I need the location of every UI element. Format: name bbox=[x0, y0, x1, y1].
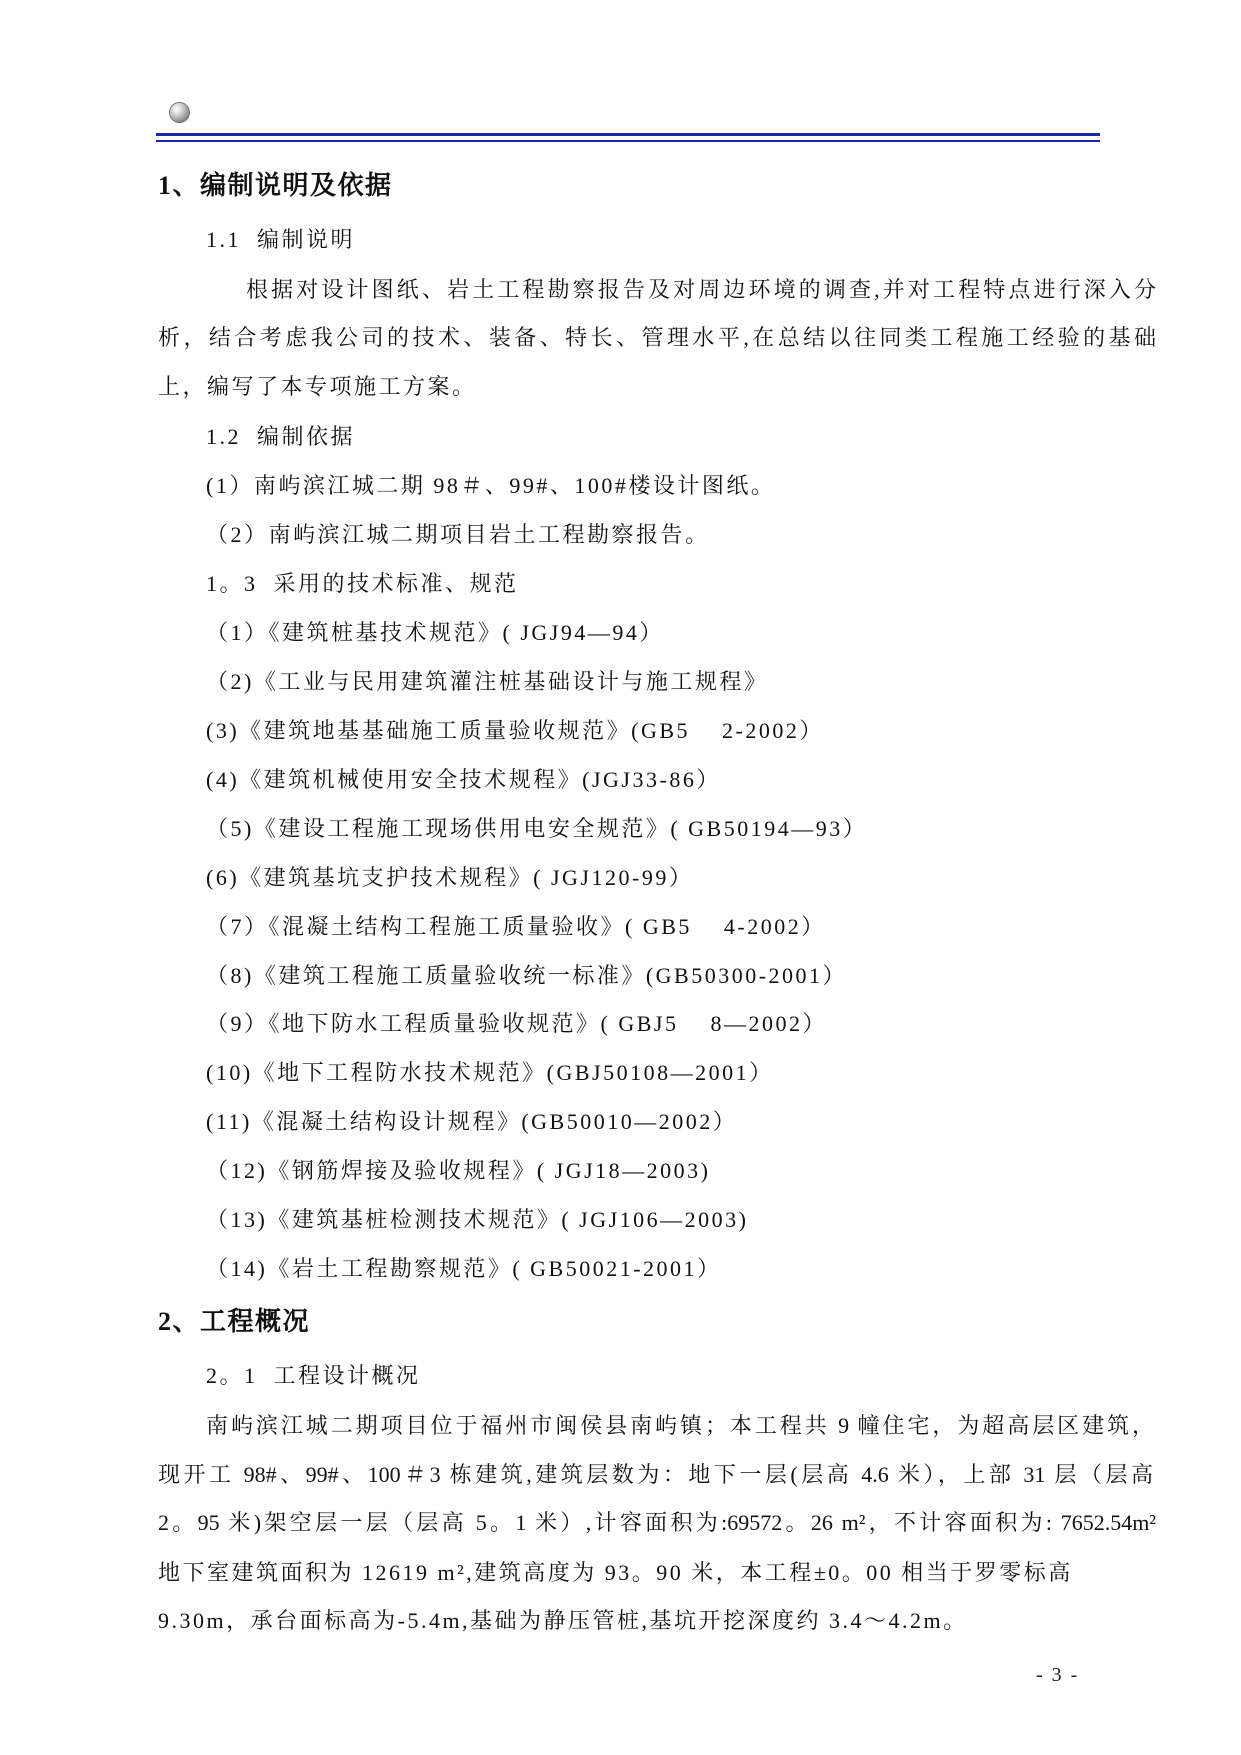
section-heading: 1、编制说明及依据 bbox=[158, 171, 393, 200]
paragraph-line: 地下室建筑面积为 12619 m²,建筑高度为 93。90 米，本工程±0。00 相当于罗零标高 bbox=[158, 1560, 1073, 1585]
paragraph-line: 9.30m，承台面标高为-5.4m,基础为静压管桩,基坑开挖深度约 3.4～4.2m。 bbox=[158, 1608, 968, 1633]
standard-list-item: （9）《地下防水工程质量验收规范》( GBJ5 8—2002） bbox=[206, 1011, 827, 1036]
paragraph-line: 2。95 米)架空层一层（层高 5。1 米）,计容面积为:69572。26 m²，不计容面积为: 7652.54m² bbox=[158, 1510, 1156, 1535]
standard-list-item: （8)《建筑工程施工质量验收统一标准》(GB50300-2001） bbox=[206, 963, 848, 988]
standard-list-item: (4)《建筑机械使用安全技术规程》(JGJ33-86） bbox=[206, 767, 721, 792]
bullet-sphere-icon bbox=[170, 103, 189, 122]
header-rule-thick bbox=[156, 133, 1100, 136]
paragraph-line: 现开工 98#、99#、100＃3 栋建筑,建筑层数为：地下一层(层高 4.6 米），上部 31 层（层高 bbox=[158, 1462, 1153, 1487]
subsection-title: 1.1 编制说明 bbox=[206, 227, 356, 252]
subsection-title: 1。3 采用的技术标准、规范 bbox=[206, 571, 519, 596]
subsection-title: 2。1 工程设计概况 bbox=[206, 1363, 421, 1388]
paragraph-line: 南屿滨江城二期项目位于福州市闽侯县南屿镇；本工程共 9 幢住宅，为超高层区建筑， bbox=[206, 1413, 1154, 1438]
standard-list-item: (3)《建筑地基基础施工质量验收规范》(GB5 2-2002） bbox=[206, 718, 824, 743]
standard-list-item: （5)《建设工程施工现场供用电安全规范》( GB50194—93） bbox=[206, 816, 868, 841]
paragraph-line: 析，结合考虑我公司的技术、装备、特长、管理水平,在总结以往同类工程施工经验的基础 bbox=[158, 325, 1156, 350]
standard-list-item: (11)《混凝土结构设计规程》(GB50010—2002） bbox=[206, 1109, 738, 1134]
standard-list-item: （7）《混凝土结构工程施工质量验收》( GB5 4-2002） bbox=[206, 914, 826, 939]
list-item: （2）南屿滨江城二期项目岩土工程勘察报告。 bbox=[206, 522, 710, 547]
standard-list-item: （1）《建筑桩基技术规范》( JGJ94—94） bbox=[206, 620, 664, 645]
standard-list-item: （13)《建筑基桩检测技术规范》( JGJ106—2003) bbox=[206, 1207, 749, 1232]
standard-list-item: （14)《岩土工程勘察规范》( GB50021-2001） bbox=[206, 1256, 722, 1281]
list-item: (1）南屿滨江城二期 98＃、99#、100#楼设计图纸。 bbox=[206, 473, 776, 498]
paragraph-line: 根据对设计图纸、岩土工程勘察报告及对周边环境的调查,并对工程特点进行深入分 bbox=[246, 277, 1156, 302]
header-rule-thin bbox=[156, 140, 1100, 142]
standard-list-item: (6)《建筑基坑支护技术规程》( JGJ120-99） bbox=[206, 865, 694, 890]
standard-list-item: （12)《钢筋焊接及验收规程》( JGJ18—2003) bbox=[206, 1158, 711, 1183]
paragraph-line: 上，编写了本专项施工方案。 bbox=[158, 374, 477, 399]
section-heading: 2、工程概况 bbox=[158, 1307, 311, 1336]
page-number: - 3 - bbox=[1036, 1664, 1080, 1686]
standard-list-item: （2)《工业与民用建筑灌注桩基础设计与施工规程》 bbox=[206, 669, 769, 694]
standard-list-item: (10)《地下工程防水技术规范》(GBJ50108—2001） bbox=[206, 1060, 774, 1085]
subsection-title: 1.2 编制依据 bbox=[206, 424, 356, 449]
